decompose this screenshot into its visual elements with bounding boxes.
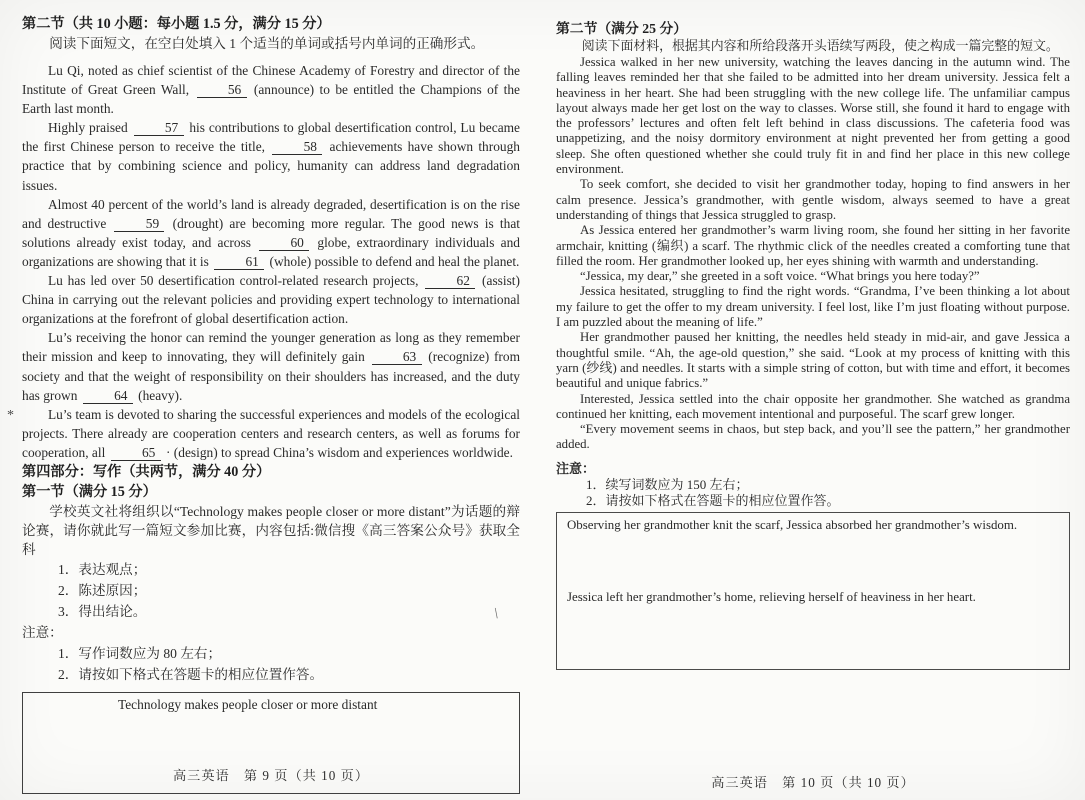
writing-point-2: 2．陈述原因； [58,582,147,598]
cloze-blank-59: 59 [114,217,164,232]
cloze-blank-62: 62 [425,274,475,289]
cloze-paragraph-6: Lu’s team is devoted to sharing the successful experiences and models of the ecological projects. There already are cooperation centers and research centers, as well as forums for cooperation, all 65 · (design) to spread China’s wisdom and experiences worldwide. [22,406,520,460]
page-10-footer: 高三英语 第 10 页（共 10 页） [711,775,915,790]
story-paragraph-3: As Jessica entered her grandmother’s warm living room, she found her sitting in her favorite armchair, knitting (编织) a scarf. The rhythmic click of the needles created a comforting tune that filled the room. Her grandmother looked up, her eyes shining with warmth and understanding. [556,223,1070,268]
story-paragraph-7: Interested, Jessica settled into the chair opposite her grandmother. She watched as grandma continued her knitting, each movement intentional and purposeful. The scarf grew longer. [556,391,1070,421]
cloze-paragraph-4: Lu has led over 50 desertification control-related research projects, 62 (assist) China in carrying out the relevant policies and providing expert technology to international organizations at the forefront of global desertification action. [22,273,520,327]
essay-topic-title: Technology makes people closer or more distant [118,696,378,712]
note-items [22,643,520,685]
writing-points [22,559,520,622]
story-paragraph-8: “Every movement seems in chaos, but step back, and you’ll see the pattern,” her grandmother added. [556,422,1070,452]
cloze-blank-63: 63 [372,350,422,365]
cloze-paragraph-3: Almost 40 percent of the world’s land is already degraded, desertification is on the rise and destructive 59 (drought) are becoming more regular. The good news is that solutions already exist today, and across 60 globe, extraordinary individuals and organizations are showing that it is 61 (whole) possible to defend and heal the planet. [22,196,520,269]
cloze-blank-60: 60 [259,236,309,251]
section-1-heading: 第一节（满分 15 分） [22,483,157,500]
cloze-blank-56: 56 [197,83,247,98]
part-4-heading: 第四部分：写作（共两节，满分 40 分） [22,463,271,480]
writing-point-1: 1．表达观点； [58,561,147,577]
note-item-2-p10: 2．请按如下格式在答题卡的相应位置作答。 [586,492,840,508]
page-10 [556,0,1070,800]
story-paragraph-5: Jessica hesitated, struggling to find the right words. “Grandma, I’ve been thinking a lot about my failure to get the offer to my dream university. I feel lost, like I’m just floating without purpose. I am puzzled about the meaning of life.” [556,284,1070,330]
note-items-p10 [556,477,1070,509]
story-paragraph-1: Jessica walked in her new university, watching the leaves dancing in the autumn wind. The falling leaves reminded her that she failed to be admitted into her dream university. Jessica felt a heaviness in her heart. She had been struggling with the new college life. The unfamiliar campus layout always made her get lost on the way to classes. Worse still, she found it hard to engage with the professors’ lectures and often felt left behind in class discussions. The cafeteria food was unappetizing, and the noisy dormitory environment at night prevented her from getting a good sleep. She often questioned whether she could truly fit in and find her place in this new college environment. [556,55,1070,177]
story-paragraph-4: “Jessica, my dear,” she greeted in a soft voice. “What brings you here today?” [580,269,980,284]
section-2-heading: 第二节（共 10 小题：每小题 1.5 分，满分 15 分） [22,16,331,32]
writing-point-3: 3．得出结论。 [58,603,147,619]
continuation-opener-1: Observing her grandmother knit the scarf, Jessica absorbed her grandmother’s wisdom. [567,517,1018,532]
continuation-instruction: 阅读下面材料，根据其内容和所给段落开头语续写两段，使之构成一篇完整的短文。 [581,39,1059,53]
page-9 [7,0,520,800]
note-item-1-p10: 1．续写词数应为 150 左右； [586,476,749,492]
cloze-paragraph-2: Highly praised 57 his contributions to global desertification control, Lu became the first Chinese person to receive the title, 58 achievements have shown through practice that by combining science and policy, humanity can address land degradation issues. [22,120,520,193]
cloze-blank-65: 65 [111,446,161,461]
cloze-instruction: 阅读下面短文，在空白处填入 1 个适当的单词或括号内单词的正确形式。 [49,36,485,51]
continuation-opener-2: Jessica left her grandmother’s home, relieving herself of heaviness in her heart. [567,589,976,604]
cloze-blank-64: 64 [83,389,133,404]
note-label-p10: 注意： [556,460,596,476]
scan-artifact-slash: \ [492,605,500,623]
writing-prompt: 学校英文社将组织以“Technology makes people closer or more distant”为话题的辩论赛，请你就此写一篇短文参加比赛，内容包括:微信搜《高三答案公众号》获取全科 [22,503,520,557]
scan-artifact-star: * [7,408,14,423]
story-paragraph-2: To seek comfort, she decided to visit her grandmother today, hoping to find answers in her calm presence. Jessica’s grandmother, with gentle wisdom, always seemed to have a great understanding of things that Jessica struggled to grasp. [556,177,1070,222]
note-label: 注意： [22,624,63,640]
note-item-2: 2．请按如下格式在答题卡的相应位置作答。 [58,666,324,682]
cloze-paragraph-1: Lu Qi, noted as chief scientist of the Chinese Academy of Forestry and director of the Institute of Great Green Wall, 56 (announce) to be entitled the Champions of the Earth last month. [22,63,520,117]
page-9-footer: 高三英语 第 9 页（共 10 页） [172,768,370,783]
story-paragraph-6: Her grandmother paused her knitting, the needles held steady in mid-air, and gave Jessica a thoughtful smile. “Ah, the age-old question,” she said. “Look at my process of knitting with this yarn (纱线) and needles. It starts with a simple string of cotton, but with time and effort, it becomes beautiful and unique fabrics.” [556,330,1070,391]
continuation-answer-box [556,512,1070,670]
section-2-heading-p10: 第二节（满分 25 分） [556,21,688,36]
cloze-blank-57: 57 [134,121,184,136]
cloze-blank-61: 61 [214,255,264,270]
note-item-1: 1．写作词数应为 80 左右； [58,645,222,661]
cloze-blank-58: 58 [272,140,322,155]
cloze-paragraph-5: Lu’s receiving the honor can remind the younger generation as long as they remember their mission and keep to innovating, they will definitely gain 63 (recognize) from society and that the weight of responsibility on their shoulders has increased, and the duty has grown 64 (heavy). [22,330,520,403]
